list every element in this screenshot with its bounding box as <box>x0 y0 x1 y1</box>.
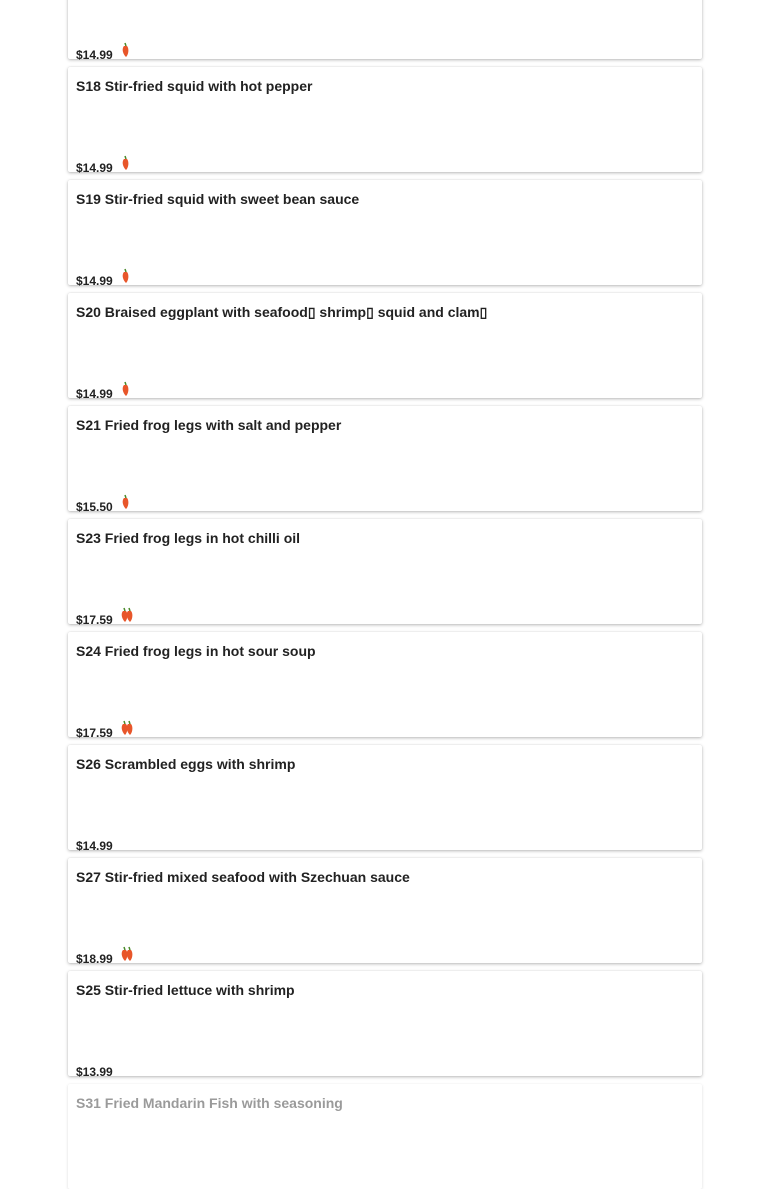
menu-item-price: $17.59 <box>76 726 113 740</box>
spicy-icon <box>120 494 130 510</box>
menu-item-price: $14.99 <box>76 48 113 62</box>
menu-item-card[interactable] <box>68 745 702 853</box>
menu-item-price: $14.99 <box>76 161 113 175</box>
menu-item-name: S26 Scrambled eggs with shrimp <box>76 756 296 772</box>
menu-item-name: S31 Fried Mandarin Fish with seasoning <box>76 1095 343 1111</box>
extra-spicy-icon <box>120 720 134 736</box>
menu-item-card[interactable] <box>68 406 702 514</box>
spicy-icon <box>120 268 130 284</box>
menu-item-price: $13.99 <box>76 1065 113 1079</box>
menu-item-card[interactable] <box>68 293 702 401</box>
menu-item-card[interactable] <box>68 858 702 966</box>
spicy-icon <box>120 155 130 171</box>
menu-item-name: S18 Stir-fried squid with hot pepper <box>76 78 313 94</box>
menu-item-price: $17.59 <box>76 613 113 627</box>
menu-item-card[interactable] <box>68 0 702 62</box>
menu-item-card[interactable] <box>68 67 702 175</box>
menu-item-price: $14.99 <box>76 274 113 288</box>
menu-item-name: S19 Stir-fried squid with sweet bean sauce <box>76 191 360 207</box>
menu-item-name: S23 Fried frog legs in hot chilli oil <box>76 530 301 546</box>
menu-item-price: $14.99 <box>76 839 113 853</box>
menu-item-name: S27 Stir-fried mixed seafood with Szechuan sauce <box>76 869 410 885</box>
menu-item-card[interactable] <box>68 971 702 1079</box>
spicy-icon <box>120 42 130 58</box>
menu-item-price: $14.99 <box>76 387 113 401</box>
menu-item-card[interactable] <box>68 180 702 288</box>
menu-item-card[interactable] <box>68 632 702 740</box>
menu-item-name: S21 Fried frog legs with salt and pepper <box>76 417 342 433</box>
spicy-icon <box>120 381 130 397</box>
menu-item-name: S24 Fried frog legs in hot sour soup <box>76 643 316 659</box>
extra-spicy-icon <box>120 946 134 962</box>
menu-item-name: S20 Braised eggplant with seafood▯ shrimp▯ squid and clam▯ <box>76 304 488 320</box>
menu-item-price: $15.50 <box>76 500 113 514</box>
extra-spicy-icon <box>120 607 134 623</box>
menu-item-name: S25 Stir-fried lettuce with shrimp <box>76 982 295 998</box>
menu-item-card[interactable] <box>68 519 702 627</box>
menu-item-price: $18.99 <box>76 952 113 966</box>
